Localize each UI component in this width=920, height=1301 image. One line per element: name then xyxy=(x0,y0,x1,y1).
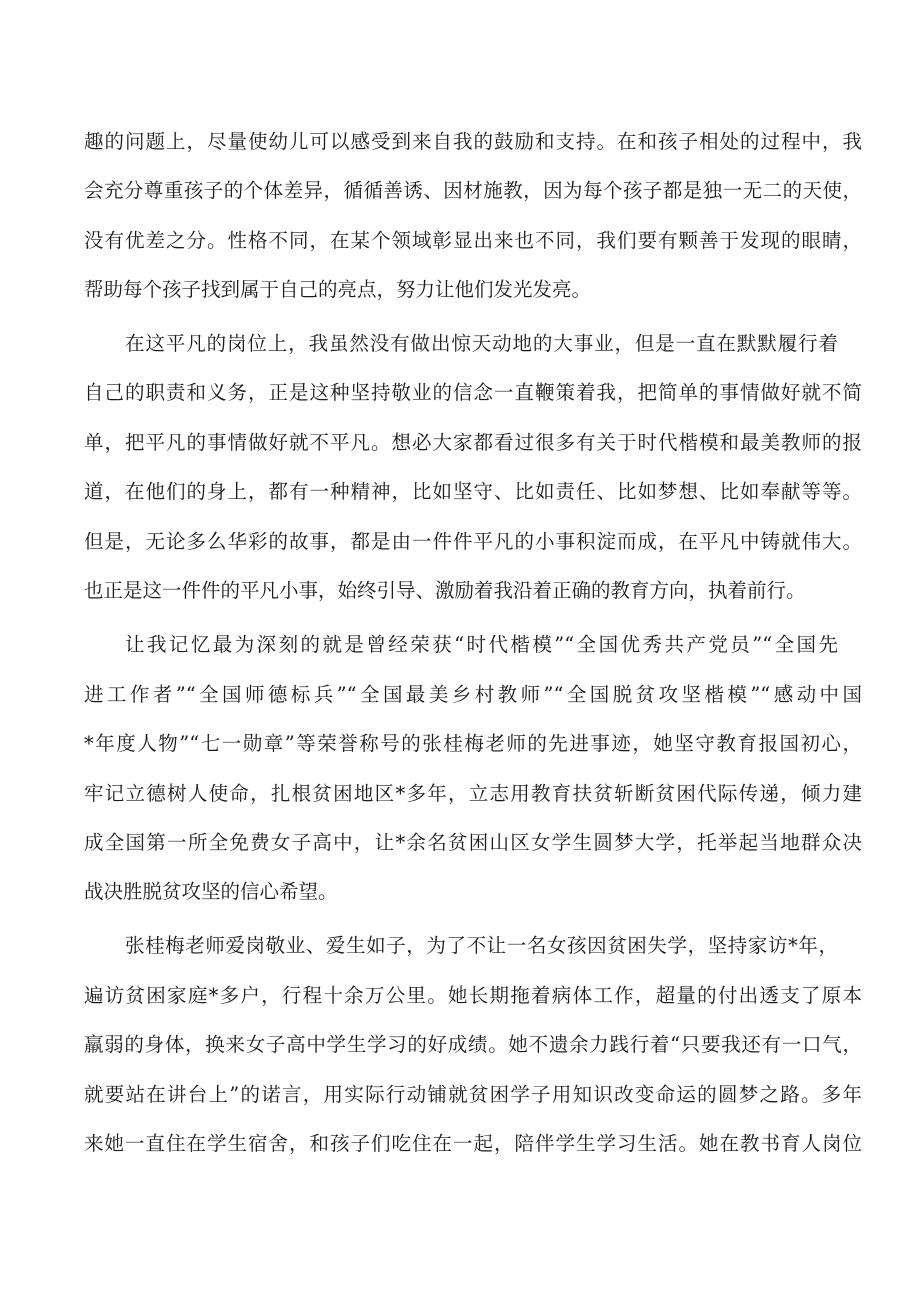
paragraph-3-line-3: *年度人物”“七一勋章”等荣誉称号的张桂梅老师的先进事迹，她坚守教育报国初心， xyxy=(84,732,862,755)
paragraph-2-line-4: 道，在他们的身上，都有一种精神，比如坚守、比如责任、比如梦想、比如奉献等等。 xyxy=(84,480,862,503)
paragraph-3-line-4: 牢记立德树人使命，扎根贫困地区*多年，立志用教育扶贫斩断贫困代际传递，倾力建 xyxy=(84,782,862,805)
paragraph-3-line-1: 让我记忆最为深刻的就是曾经荣获“时代楷模”“全国优秀共产党员”“全国先 xyxy=(125,633,838,656)
paragraph-1-line-2: 会充分尊重孩子的个体差异，循循善诱、因材施教，因为每个孩子都是独一无二的天使， xyxy=(84,179,862,202)
paragraph-2-line-2: 自己的职责和义务，正是这种坚持敬业的信念一直鞭策着我，把简单的事情做好就不简 xyxy=(84,381,862,404)
paragraph-1-line-3: 没有优差之分。性格不同，在某个领域彰显出来也不同，我们要有颗善于发现的眼睛， xyxy=(84,229,862,252)
paragraph-2-line-6: 也正是这一件件的平凡小事，始终引导、激励着我沿着正确的教育方向，执着前行。 xyxy=(84,579,806,602)
paragraph-2-line-5: 但是，无论多么华彩的故事，都是由一件件平凡的小事积淀而成，在平凡中铸就伟大。 xyxy=(84,530,862,553)
paragraph-3-line-2: 进工作者”“全国师德标兵”“全国最美乡村教师”“全国脱贫攻坚楷模”“感动中国 xyxy=(84,683,862,706)
paragraph-4-line-1: 张桂梅老师爱岗敬业、爱生如子，为了不让一名女孩因贫困失学，坚持家访*年， xyxy=(125,934,838,957)
paragraph-3-line-5: 成全国第一所全免费女子高中，让*余名贫困山区女学生圆梦大学，托举起当地群众决 xyxy=(84,831,862,854)
paragraph-4-line-4: 就要站在讲台上”的诺言，用实际行动铺就贫困学子用知识改变命运的圆梦之路。多年 xyxy=(84,1083,862,1106)
paragraph-2-line-3: 单，把平凡的事情做好就不平凡。想必大家都看过很多有关于时代楷模和最美教师的报 xyxy=(84,431,862,454)
paragraph-1-line-1: 趣的问题上，尽量使幼儿可以感受到来自我的鼓励和支持。在和孩子相处的过程中，我 xyxy=(84,130,862,153)
paragraph-3-line-6: 战决胜脱贫攻坚的信心希望。 xyxy=(84,880,338,903)
paragraph-4-line-2: 遍访贫困家庭*多户，行程十余万公里。她长期拖着病体工作，超量的付出透支了原本 xyxy=(84,984,862,1007)
paragraph-2-line-1: 在这平凡的岗位上，我虽然没有做出惊天动地的大事业，但是一直在默默履行着 xyxy=(125,332,838,355)
paragraph-4-line-3: 羸弱的身体，换来女子高中学生学习的好成绩。她不遗余力践行着“只要我还有一口气， xyxy=(84,1033,862,1056)
paragraph-4-line-5: 来她一直住在学生宿舍，和孩子们吃住在一起，陪伴学生学习生活。她在教书育人岗位 xyxy=(84,1132,862,1155)
paragraph-1-line-4: 帮助每个孩子找到属于自己的亮点，努力让他们发光发亮。 xyxy=(84,278,592,301)
